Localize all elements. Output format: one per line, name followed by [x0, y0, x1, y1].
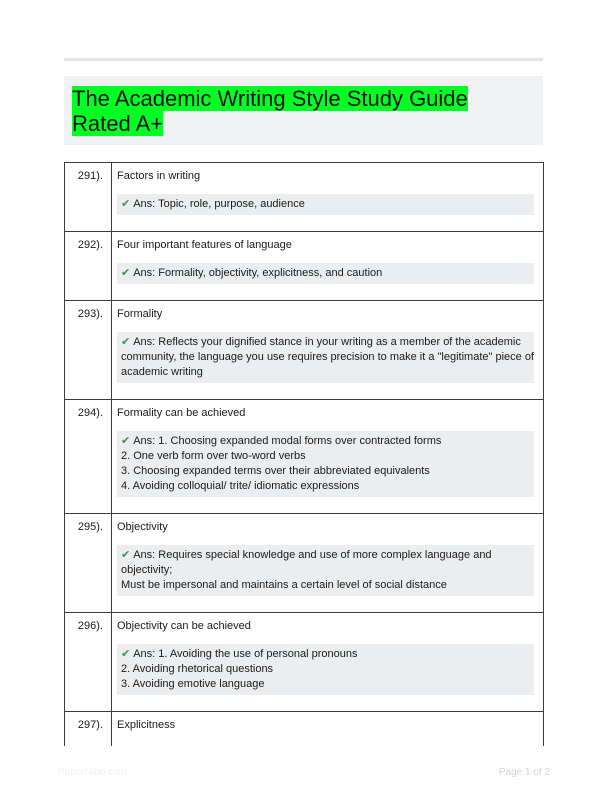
checkmark-icon: ✔	[121, 198, 131, 210]
page-title	[72, 86, 527, 136]
question-text: Factors in writing	[117, 170, 201, 182]
checkmark-icon: ✔	[121, 648, 131, 660]
question-number: 292).	[65, 232, 112, 300]
question-text: Four important features of language	[117, 239, 292, 251]
answer-line: objectivity;	[121, 564, 173, 576]
answer-line: Ans: Requires special knowledge and use of more complex language and	[133, 549, 492, 561]
answer-box	[117, 431, 534, 497]
question-number: 294).	[65, 400, 112, 513]
answer-line: academic writing	[121, 366, 203, 378]
question-text: Formality	[117, 308, 163, 320]
answer-line: Ans: Reflects your dignified stance in your writing as a member of the academic	[133, 336, 521, 348]
answer-line: Ans: Topic, role, purpose, audience	[133, 198, 305, 210]
top-divider	[64, 58, 543, 61]
answer-line: Ans: Formality, objectivity, explicitness, and caution	[133, 267, 383, 279]
question-text: Objectivity	[117, 521, 168, 533]
table-row	[65, 400, 543, 514]
title-banner	[64, 76, 543, 145]
answer-line: 4. Avoiding colloquial/ trite/ idiomatic expressions	[121, 480, 360, 492]
checkmark-icon: ✔	[121, 549, 131, 561]
question-text: Objectivity can be achieved	[117, 620, 251, 632]
answer-box	[117, 644, 534, 695]
page-number: Page 1 of 2	[498, 767, 550, 778]
checkmark-icon: ✔	[121, 336, 131, 348]
question-number: 297).	[65, 712, 112, 746]
answer-line: Ans: 1. Choosing expanded modal forms over contracted forms	[133, 435, 442, 447]
question-text: Explicitness	[117, 719, 176, 731]
table-row	[65, 712, 543, 746]
answer-line: 3. Choosing expanded terms over their abbreviated equivalents	[121, 465, 430, 477]
checkmark-icon: ✔	[121, 435, 131, 447]
table-row	[65, 163, 543, 232]
table-row	[65, 232, 543, 301]
answer-line: 2. One verb form over two-word verbs	[121, 450, 306, 462]
table-row	[65, 514, 543, 613]
question-text: Formality can be achieved	[117, 407, 246, 419]
question-number: 291).	[65, 163, 112, 231]
answer-box	[117, 263, 534, 284]
qa-table	[64, 162, 544, 746]
answer-line: 3. Avoiding emotive language	[121, 678, 265, 690]
title-highlight: The Academic Writing Style Study Guide Rated A+	[72, 86, 468, 136]
answer-line: 2. Avoiding rhetorical questions	[121, 663, 274, 675]
checkmark-icon: ✔	[121, 267, 131, 279]
answer-box	[117, 194, 534, 215]
question-number: 296).	[65, 613, 112, 711]
answer-line: community, the language you use requires precision to make it a "legitimate" piece of	[121, 351, 534, 363]
answer-box	[117, 545, 534, 596]
answer-line: Must be impersonal and maintains a certain level of social distance	[121, 579, 447, 591]
table-row	[65, 613, 543, 712]
question-number: 293).	[65, 301, 112, 399]
footer-watermark: PaperNibb.com	[58, 767, 127, 778]
table-row	[65, 301, 543, 400]
question-number: 295).	[65, 514, 112, 612]
answer-box	[117, 332, 534, 383]
answer-line: Ans: 1. Avoiding the use of personal pronouns	[133, 648, 358, 660]
